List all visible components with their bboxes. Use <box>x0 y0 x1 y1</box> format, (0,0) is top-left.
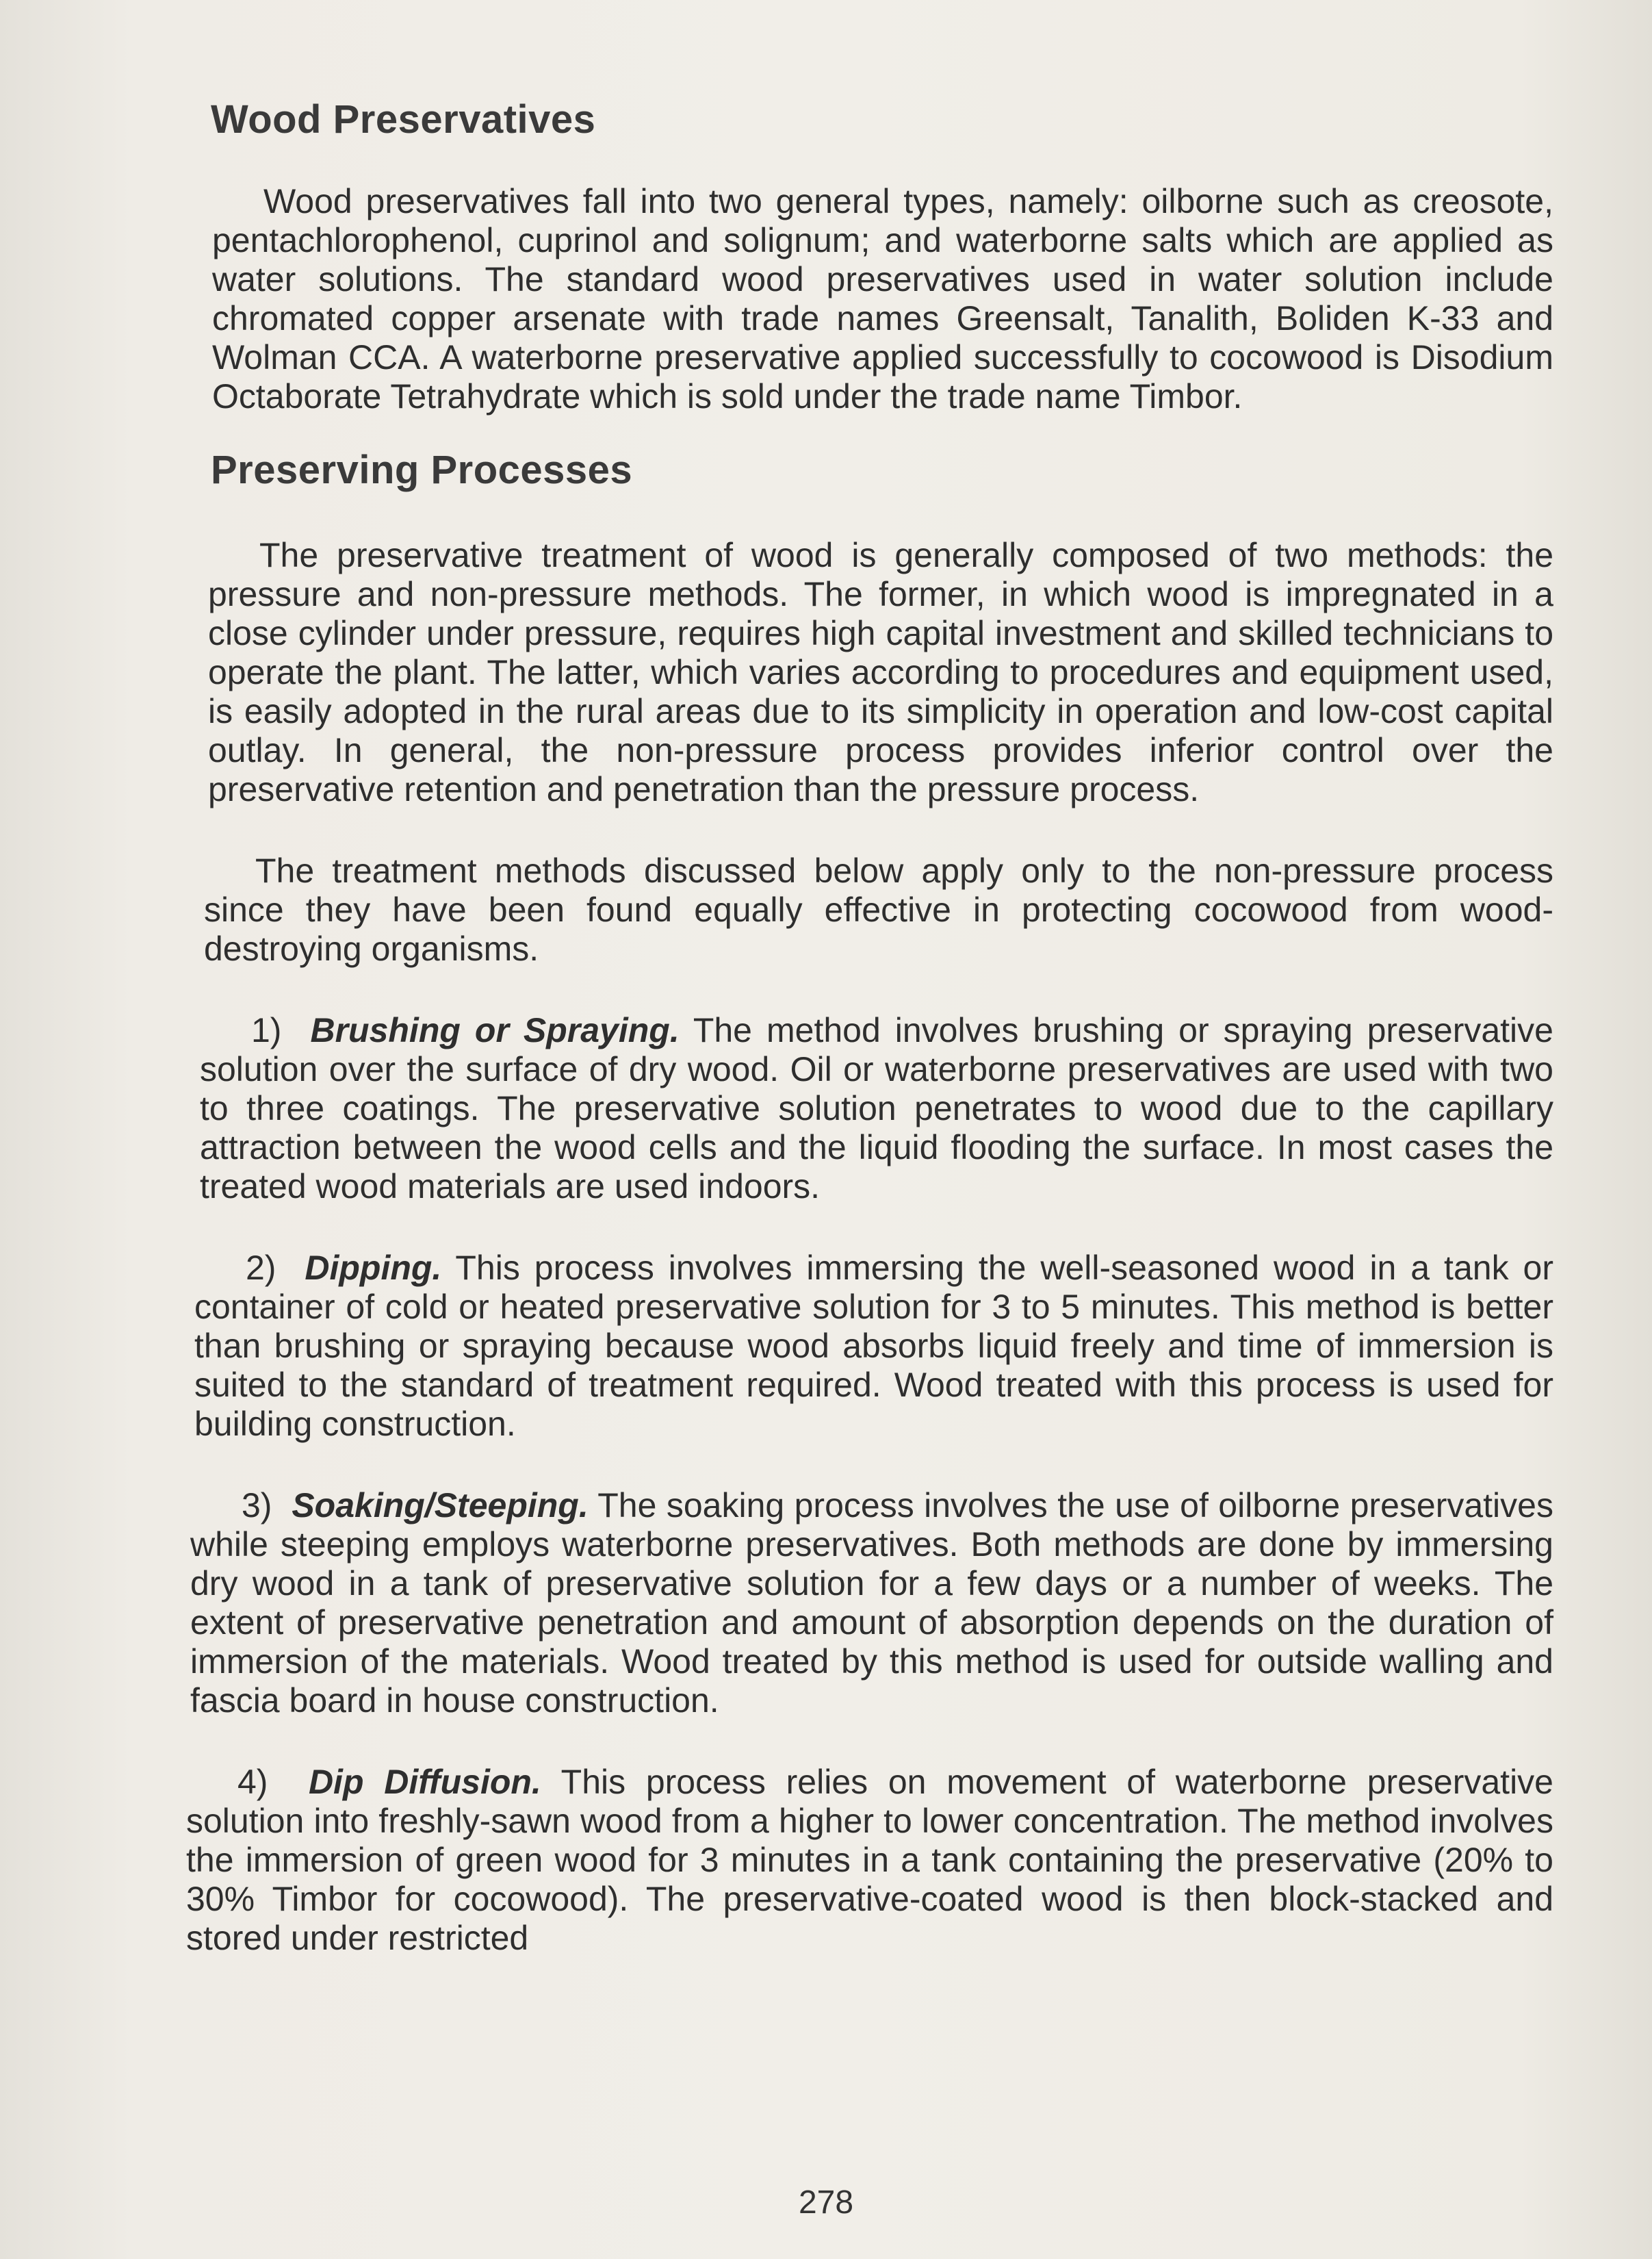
method-text: This process relies on movement of waterborne preservative solution into freshly-sawn wood from a higher to lower concentration. The method involves the immersion of green wood for 3 minutes in a tank containing the preservative (20% to 30% Timbor for cocowood). The preservative-coated wood is then block-stacked and stored under restricted <box>186 1763 1553 1958</box>
paragraph-wood-preservatives: Wood preservatives fall into two general types, namely: oilborne such as creosote, pentachlorophenol, cuprinol and solignum; and waterborne salts which are applied as water solutions. The standard wood preservatives used in water solution include chromated copper arsenate with trade names Greensalt, Tanalith, Boliden K-33 and Wolman CCA. A waterborne preservative applied successfully to cocowood is Disodium Octaborate Tetrahydrate which is sold under the trade name Timbor. <box>212 181 1553 416</box>
method-term: Dipping. <box>305 1249 442 1288</box>
method-brushing-spraying <box>200 1011 1553 1206</box>
paragraph-non-pressure-intro: The treatment methods discussed below apply only to the non-pressure process since they have been found equally effective in protecting cocowood from wood-destroying organisms. <box>204 852 1553 969</box>
method-number: 1) <box>251 1011 282 1050</box>
method-number: 2) <box>246 1249 276 1288</box>
method-soaking-steeping <box>190 1486 1553 1720</box>
page-content <box>186 96 1553 1958</box>
method-term: Brushing or Spraying. <box>310 1011 680 1050</box>
method-text: This process involves immersing the well-seasoned wood in a tank or container of cold or heated preservative solution for 3 to 5 minutes. This method is better than brushing or spraying because wood absorbs liquid freely and time of immersion is suited to the standard of treatment required. Wood treated with this process is used for building construction. <box>194 1249 1553 1444</box>
method-dip-diffusion <box>186 1763 1553 1958</box>
heading-wood-preservatives: Wood Preservatives <box>211 97 596 142</box>
method-term: Soaking/Steeping. <box>292 1486 589 1525</box>
method-number: 4) <box>237 1763 268 1802</box>
method-text: The method involves brushing or spraying preservative solution over the surface of dry wood. Oil or waterborne preservatives are used with two to three coatings. The preservative solution penetrates to wood due to the capillary attraction between the wood cells and the liquid flooding the surface. In most cases the treated wood materials are used indoors. <box>200 1011 1553 1206</box>
method-text: The soaking process involves the use of oilborne preservatives while steeping employs waterborne preservatives. Both methods are done by immersing dry wood in a tank of preservative solution for a few days or a number of weeks. The extent of preservative penetration and amount of absorption depends on the duration of immersion of the materials. Wood treated by this method is used for outside walling and fascia board in house construction. <box>190 1486 1553 1720</box>
page-number-text: 278 <box>798 2184 854 2221</box>
paragraph-treatment-overview: The preservative treatment of wood is generally composed of two methods: the pressure and non-pressure methods. The former, in which wood is impregnated in a close cylinder under pressure, requires high capital investment and skilled technicians to operate the plant. The latter, which varies according to procedures and equipment used, is easily adopted in the rural areas due to its simplicity in operation and low-cost capital outlay. In general, the non-pressure process provides inferior control over the preservative retention and penetration than the pressure process. <box>208 536 1553 809</box>
page-number <box>0 2184 1652 2221</box>
method-number: 3) <box>242 1486 272 1525</box>
heading-preserving-processes: Preserving Processes <box>211 447 633 492</box>
method-term: Dip Diffusion. <box>308 1763 541 1802</box>
method-dipping <box>194 1249 1553 1444</box>
